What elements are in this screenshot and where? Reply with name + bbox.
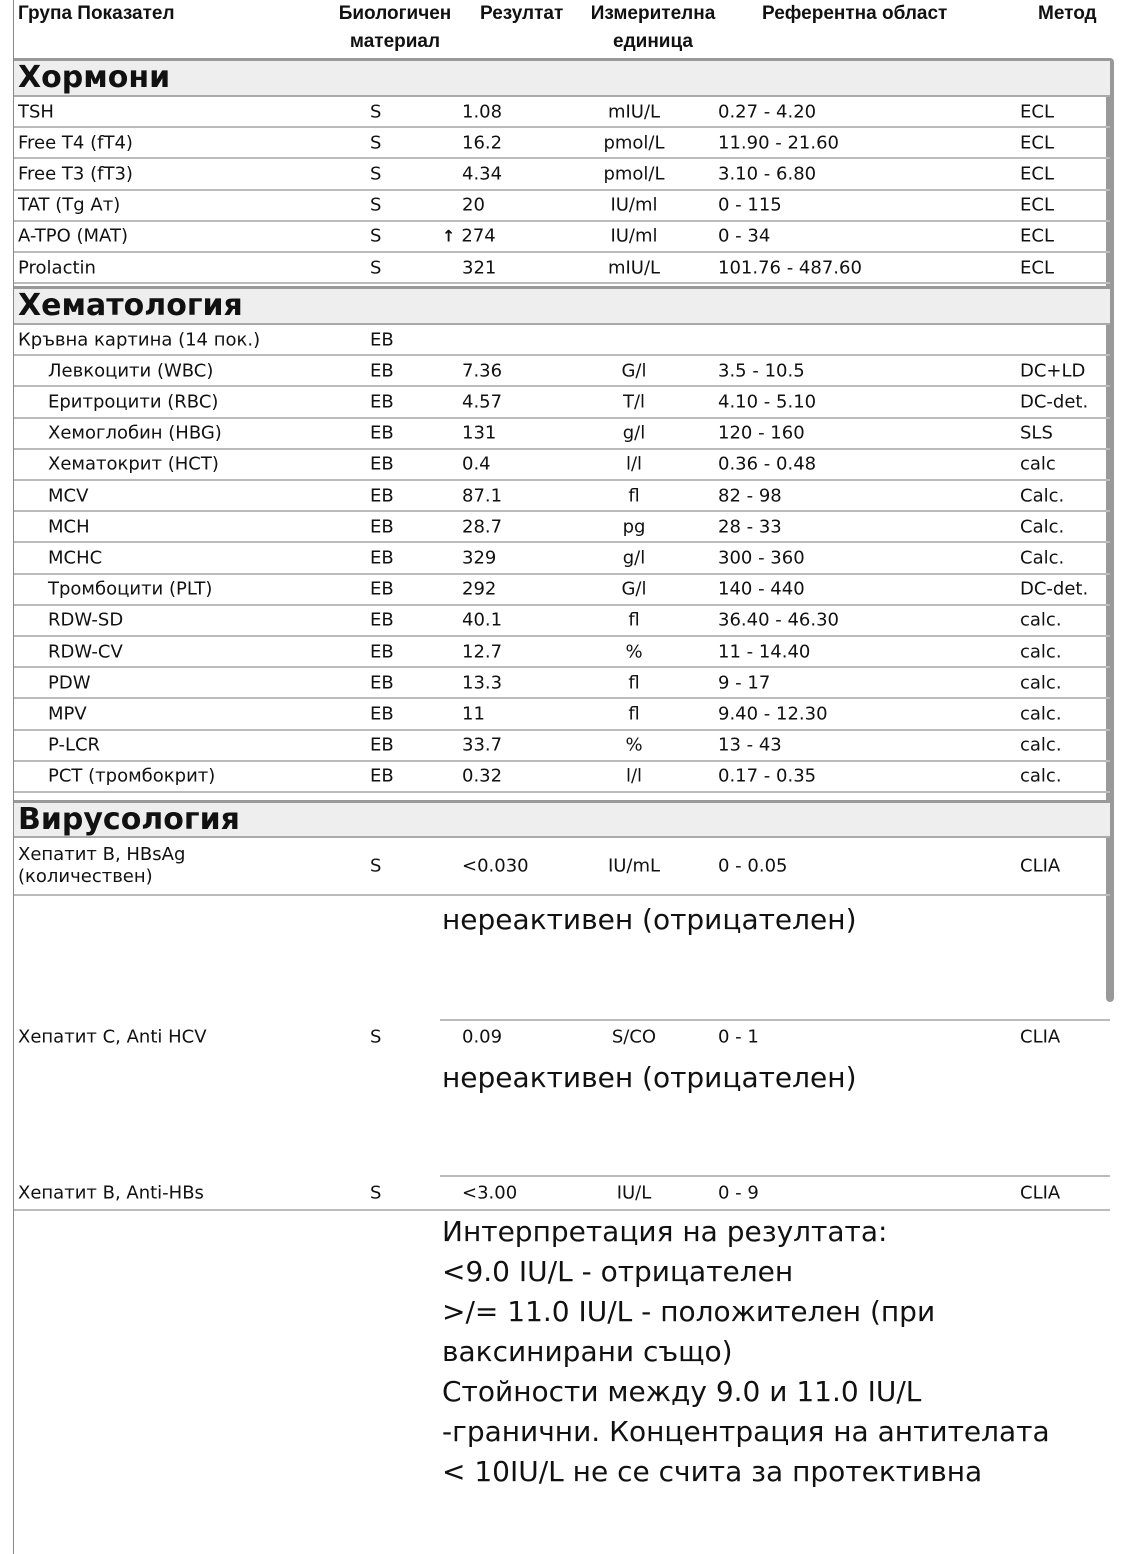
- method: calc: [1020, 453, 1056, 475]
- method: CLIA: [1020, 855, 1061, 877]
- method: calc.: [1020, 641, 1062, 663]
- reference-range: 9.40 - 12.30: [718, 703, 828, 725]
- test-name: Хепатит C, Anti HCV: [18, 1026, 207, 1048]
- arrow-up-icon: ↑: [442, 226, 456, 246]
- test-name: MCV: [48, 485, 89, 507]
- table-row: [14, 762, 1110, 793]
- table-row: [14, 419, 1110, 450]
- unit: IU/mL: [607, 855, 661, 877]
- unit: IU/L: [616, 1182, 652, 1204]
- result-value: 13.3: [462, 672, 503, 694]
- method: Calc.: [1020, 516, 1065, 538]
- reference-range: 0 - 1: [718, 1026, 759, 1048]
- result-value: 4.57: [462, 391, 503, 413]
- result-value: 20: [462, 194, 485, 216]
- reference-range: 13 - 43: [718, 734, 782, 756]
- reference-range: 0 - 115: [718, 194, 782, 216]
- unit: fl: [628, 485, 640, 507]
- method: calc.: [1020, 609, 1062, 631]
- result-value: <3.00: [462, 1182, 518, 1204]
- result-note: <9.0 IU/L - отрицателен: [442, 1255, 794, 1288]
- method: ECL: [1020, 163, 1054, 185]
- reference-range: 0.27 - 4.20: [718, 101, 817, 123]
- reference-range: 101.76 - 487.60: [718, 257, 862, 279]
- unit: S/CO: [611, 1026, 657, 1048]
- test-name: P-LCR: [48, 734, 101, 756]
- test-name: MCH: [48, 516, 90, 538]
- result-value: 16.2: [462, 132, 503, 154]
- material: EB: [370, 734, 394, 756]
- table-row: [14, 356, 1110, 387]
- material: S: [370, 101, 382, 123]
- unit: G/l: [621, 360, 647, 382]
- unit: mIU/L: [607, 101, 661, 123]
- test-name: Левкоцити (WBC): [48, 360, 214, 382]
- table-row: [14, 699, 1110, 730]
- result-value: 329: [462, 547, 497, 569]
- unit: pg: [622, 516, 646, 538]
- unit: pmol/L: [603, 132, 665, 154]
- material: EB: [370, 516, 394, 538]
- material: EB: [370, 547, 394, 569]
- result-value: 28.7: [462, 516, 503, 538]
- test-name: MCHC: [48, 547, 103, 569]
- table-row: [14, 253, 1110, 284]
- reference-range: 0 - 9: [718, 1182, 759, 1204]
- test-name: Хемоглобин (HBG): [48, 422, 222, 444]
- result-note: ваксинирани също): [442, 1335, 733, 1368]
- result-value: 321: [462, 257, 497, 279]
- test-name: PCT (тромбокрит): [48, 765, 216, 787]
- method: calc.: [1020, 703, 1062, 725]
- test-name: Хепатит B, Anti-HBs: [18, 1182, 204, 1204]
- material: S: [370, 163, 382, 185]
- test-name: Хепатит B, HBsAg (количествен): [18, 844, 186, 887]
- section-header: Хормони: [14, 58, 1110, 97]
- unit: fl: [628, 672, 640, 694]
- test-name: Prolactin: [18, 257, 96, 279]
- unit: G/l: [621, 578, 647, 600]
- result-value: 0.32: [462, 765, 503, 787]
- test-name: RDW-CV: [48, 641, 123, 663]
- reference-range: 3.5 - 10.5: [718, 360, 805, 382]
- material: S: [370, 194, 382, 216]
- reference-range: 140 - 440: [718, 578, 805, 600]
- table-row: [14, 543, 1110, 574]
- unit: g/l: [622, 422, 646, 444]
- reference-range: 0.17 - 0.35: [718, 765, 817, 787]
- table-row: [14, 191, 1110, 222]
- method: CLIA: [1020, 1026, 1061, 1048]
- method: SLS: [1020, 422, 1053, 444]
- table-row: [14, 387, 1110, 418]
- material: S: [370, 1026, 382, 1048]
- reference-range: 0.36 - 0.48: [718, 453, 817, 475]
- test-name: Free T3 (fT3): [18, 163, 133, 185]
- result-value: 12.7: [462, 641, 503, 663]
- material: S: [370, 257, 382, 279]
- material: EB: [370, 329, 394, 351]
- reference-range: 3.10 - 6.80: [718, 163, 817, 185]
- test-name: MPV: [48, 703, 87, 725]
- result-value: 33.7: [462, 734, 503, 756]
- col-header-reference: Референтна област: [762, 3, 948, 24]
- method: CLIA: [1020, 1182, 1061, 1204]
- method: calc.: [1020, 734, 1062, 756]
- test-name: Еритроцити (RBC): [48, 391, 219, 413]
- result-value: 7.36: [462, 360, 503, 382]
- reference-range: 11 - 14.40: [718, 641, 811, 663]
- method: ECL: [1020, 101, 1054, 123]
- method: DC-det.: [1020, 391, 1089, 413]
- table-row: [14, 838, 1110, 896]
- table-row: [14, 128, 1110, 159]
- col-header-unit: Измерителна единица: [590, 3, 716, 52]
- method: ECL: [1020, 225, 1054, 247]
- material: EB: [370, 578, 394, 600]
- method: calc.: [1020, 765, 1062, 787]
- unit: IU/ml: [610, 194, 658, 216]
- table-row: [14, 325, 1110, 356]
- method: ECL: [1020, 257, 1054, 279]
- result-note: >/= 11.0 IU/L - положителен (при: [442, 1295, 936, 1328]
- result-value: 87.1: [462, 485, 503, 507]
- unit: l/l: [625, 453, 643, 475]
- test-name: Тромбоцити (PLT): [48, 578, 213, 600]
- test-name: Кръвна картина (14 пок.): [18, 329, 261, 351]
- col-header-material: Биологичен материал: [338, 3, 452, 52]
- reference-range: 300 - 360: [718, 547, 805, 569]
- table-row: [14, 637, 1110, 668]
- material: S: [370, 1182, 382, 1204]
- test-name: Free T4 (fT4): [18, 132, 133, 154]
- material: S: [370, 132, 382, 154]
- unit: g/l: [622, 547, 646, 569]
- material: EB: [370, 609, 394, 631]
- result-note: Стойности между 9.0 и 11.0 IU/L: [442, 1375, 922, 1408]
- test-name: Хематокрит (HCT): [48, 453, 219, 475]
- table-row: [14, 97, 1110, 128]
- result-value: 11: [462, 703, 485, 725]
- test-name: RDW-SD: [48, 609, 124, 631]
- material: S: [370, 225, 382, 247]
- unit: T/l: [622, 391, 646, 413]
- col-header-result: Резултат: [480, 3, 564, 24]
- table-row: [14, 575, 1110, 606]
- result-value: 0.4: [462, 453, 491, 475]
- material: EB: [370, 672, 394, 694]
- material: EB: [370, 453, 394, 475]
- unit: l/l: [625, 765, 643, 787]
- table-row: [14, 606, 1110, 637]
- result-value: 4.34: [462, 163, 503, 185]
- method: ECL: [1020, 194, 1054, 216]
- method: Calc.: [1020, 485, 1065, 507]
- unit: fl: [628, 609, 640, 631]
- material: EB: [370, 485, 394, 507]
- result-value: 131: [462, 422, 497, 444]
- material: S: [370, 855, 382, 877]
- unit: %: [625, 641, 643, 663]
- result-value: 0.09: [462, 1026, 503, 1048]
- reference-range: 36.40 - 46.30: [718, 609, 839, 631]
- reference-range: 9 - 17: [718, 672, 771, 694]
- reference-range: 0 - 34: [718, 225, 771, 247]
- method: calc.: [1020, 672, 1062, 694]
- material: EB: [370, 422, 394, 444]
- test-name: A-TPO (MAT): [18, 225, 128, 247]
- method: Calc.: [1020, 547, 1065, 569]
- reference-range: 120 - 160: [718, 422, 805, 444]
- material: EB: [370, 641, 394, 663]
- table-row: [14, 222, 1110, 253]
- unit: %: [625, 734, 643, 756]
- separator-line: [14, 1209, 1110, 1211]
- material: EB: [370, 360, 394, 382]
- reference-range: 28 - 33: [718, 516, 782, 538]
- table-row: [14, 668, 1110, 699]
- col-header-group: Група Показател: [18, 3, 175, 24]
- result-value: 1.08: [462, 101, 503, 123]
- reference-range: 4.10 - 5.10: [718, 391, 817, 413]
- method: ECL: [1020, 132, 1054, 154]
- reference-range: 82 - 98: [718, 485, 782, 507]
- table-row: [14, 1021, 1110, 1053]
- table-row: [14, 159, 1110, 190]
- method: DC-det.: [1020, 578, 1089, 600]
- result-note: < 10IU/L не се счита за протективна: [442, 1455, 983, 1488]
- reference-range: 11.90 - 21.60: [718, 132, 839, 154]
- result-value: ↑ 274: [442, 225, 496, 247]
- table-row: [14, 1177, 1110, 1209]
- table-row: [14, 481, 1110, 512]
- table-row: [14, 450, 1110, 481]
- material: EB: [370, 703, 394, 725]
- col-header-method: Метод: [1038, 3, 1097, 24]
- test-name: TAT (Tg Ат): [18, 194, 121, 216]
- result-value: <0.030: [462, 855, 529, 877]
- unit: pmol/L: [603, 163, 665, 185]
- unit: mIU/L: [607, 257, 661, 279]
- table-row: [14, 731, 1110, 762]
- unit: fl: [628, 703, 640, 725]
- result-note: Интерпретация на резултата:: [442, 1215, 888, 1248]
- material: EB: [370, 765, 394, 787]
- test-name: PDW: [48, 672, 91, 694]
- result-note: нереактивен (отрицателен): [442, 1061, 857, 1094]
- unit: IU/ml: [610, 225, 658, 247]
- test-name: TSH: [18, 101, 54, 123]
- reference-range: 0 - 0.05: [718, 855, 788, 877]
- result-note: нереактивен (отрицателен): [442, 903, 857, 936]
- result-note: -гранични. Концентрация на антителата: [442, 1415, 1050, 1448]
- material: EB: [370, 391, 394, 413]
- section-header: Вирусология: [14, 800, 1110, 838]
- result-value: 292: [462, 578, 497, 600]
- method: DC+LD: [1020, 360, 1086, 382]
- table-row: [14, 512, 1110, 543]
- section-header: Хематология: [14, 286, 1110, 325]
- result-value: 40.1: [462, 609, 503, 631]
